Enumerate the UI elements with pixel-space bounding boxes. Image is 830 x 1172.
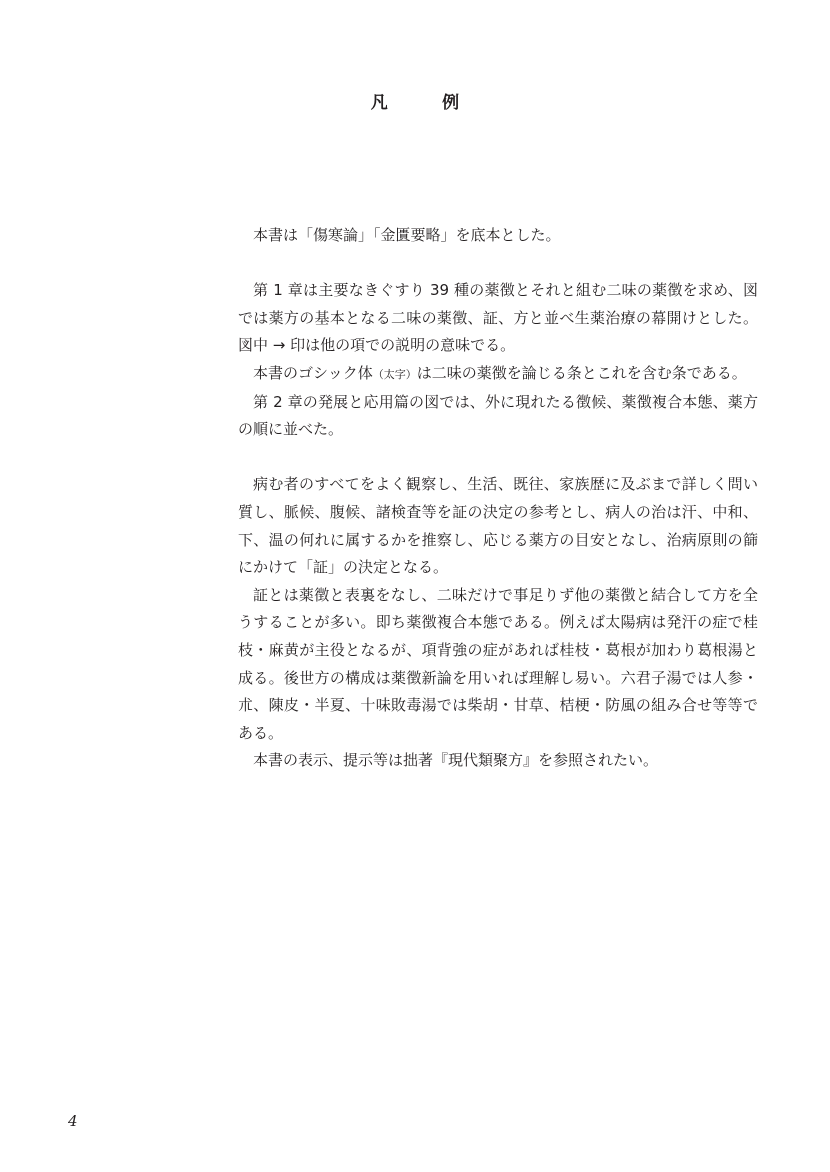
- page-title: 凡 例: [370, 93, 478, 113]
- bold-note: （太字）: [372, 367, 417, 381]
- paragraph-sho-definition: 証とは薬徴と表裏をなし、二味だけで事足りず他の薬徴と結合して方を全うすることが多い。即ち薬徴複合本態である。例えば太陽病は発汗の症で桂枝・麻黄が主役となるが、項背強の症があれば桂枝・葛根が加わり葛根湯と成る。後世方の構成は薬徴新論を用いれば理解し易い。六君子湯では人参・朮、陳皮・半夏、十味敗毒湯では柴胡・甘草、桔梗・防風の組み合せ等等である。: [238, 585, 758, 742]
- paragraph-source-texts: 本書は「傷寒論」「金匱要略」を底本とした。: [253, 226, 561, 244]
- paragraph-chapter-two: 第 2 章の発展と応用篇の図では、外に現れたる徴候、薬徴複合本態、薬方の順に並べた。: [238, 392, 758, 439]
- gothic-type-text-rest: は二味の薬徴を論じる条とこれを含む条である。: [416, 363, 747, 382]
- paragraph-gap: [238, 250, 758, 278]
- paragraph-observation: 病む者のすべてをよく観察し、生活、既往、家族歴に及ぶまで詳しく問い質し、脈候、腹候、諸検査等を証の決定の参考とし、病人の治は汗、中和、下、温の何れに属するかを推察し、応じる薬方の目安となし、治病原則の篩にかけて「証」の決定となる。: [238, 475, 758, 577]
- page-number: 4: [68, 1112, 78, 1130]
- paragraph-gothic-type: [238, 360, 758, 389]
- paragraph-gap: [238, 444, 758, 472]
- paragraph-reference: 本書の表示、提示等は拙著『現代類聚方』を参照されたい。: [253, 751, 659, 770]
- paragraph-chapter-one: 第 1 章は主要なきぐすり 39 種の薬徴とそれと組む二味の薬徴を求め、図では薬方の基本となる二味の薬徴、証、方と並べ生薬治療の幕開けとした。図中 → 印は他の項での説明の意味でる。: [238, 281, 758, 355]
- body-text: [238, 222, 758, 775]
- gothic-type-text: 本書のゴシック体: [253, 363, 373, 382]
